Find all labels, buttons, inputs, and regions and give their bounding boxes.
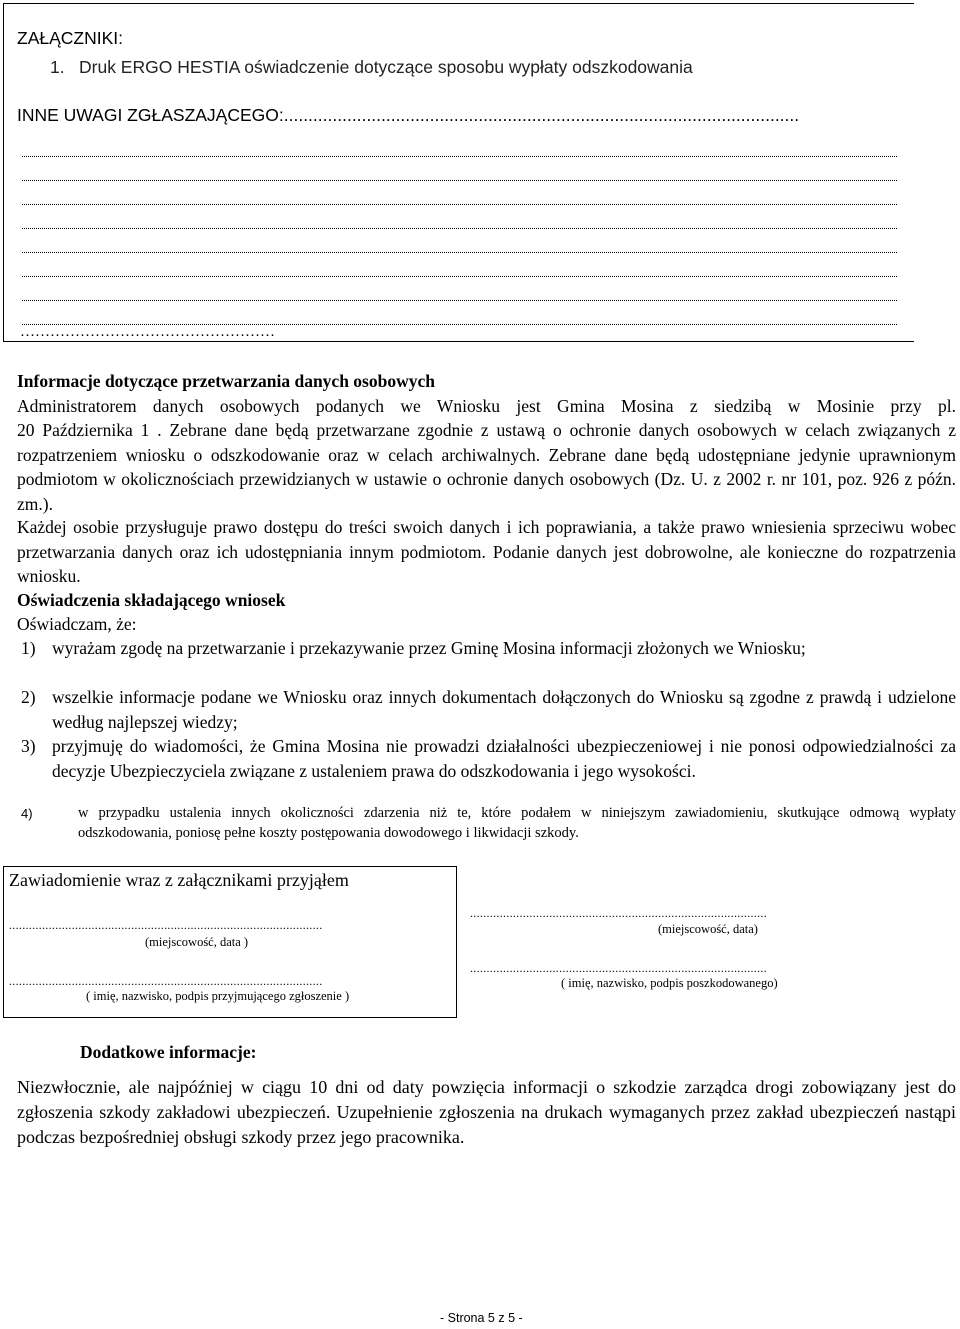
victim-signature-label: ( imię, nazwisko, podpis poszkodowanego) [561, 976, 778, 990]
victim-place-date-label: (miejscowość, data) [658, 922, 758, 936]
declarations-intro: Oświadczam, że: [17, 614, 137, 634]
attachments-heading: ZAŁĄCZNIKI: [17, 28, 123, 48]
declaration-item [17, 734, 956, 783]
receipt-place-date-label: (miejscowość, data ) [145, 935, 249, 949]
declaration-number: 3) [21, 736, 36, 756]
declaration-item [17, 685, 956, 734]
attachment-item-number: 1. [50, 57, 65, 77]
declaration-item [17, 804, 956, 843]
declaration-text: wszelkie informacje podane we Wniosku oraz innych dokumentach dołączonych do Wniosku są zgodne z prawdą i udzielone według najlepszej wiedzy; [52, 687, 956, 732]
victim-signature-dots: .......................................................................................... [470, 961, 767, 975]
attachment-item-text: Druk ERGO HESTIA oświadczenie dotyczące sposobu wypłaty odszkodowania [79, 57, 693, 77]
remarks-last-line: …………………………………………… [20, 324, 275, 340]
remarks-heading: INNE UWAGI ZGŁASZAJĄCEGO:.......................................................................................................... [17, 105, 800, 125]
data-info-line1: Administratorem danych osobowych podanych we Wniosku jest Gmina Mosina z siedzibą w Mosinie przy pl. [17, 396, 956, 416]
data-info-heading: Informacje dotyczące przetwarzania danych osobowych [17, 371, 435, 391]
declaration-text: w przypadku ustalenia innych okoliczności zdarzenia niż te, które podałem w niniejszym zawiadomieniu, skutkujące odmową wypłaty odszkodowania, poniosę pełne koszty postępowania dowodowego i likwidacji szkody. [78, 805, 956, 841]
data-info-para1: 20 Października 1 . Zebrane dane będą przetwarzane zgodnie z ustawą o ochronie danych osobowych w celach związanych z rozpatrzeniem wniosku o odszkodowanie oraz w celach archiwalnych. Zebrane dane będą udostępniane jedynie uprawnionym podmiotom w okolicznościach przewidzianych w ustawie o ochronie danych osobowych (Dz. U. z 2002 r. nr 101, poz. 926 z późn. zm.). [17, 420, 956, 514]
data-info-para2: Każdej osobie przysługuje prawo dostępu do treści swoich danych i ich poprawiania, a także prawo wniesienia sprzeciwu wobec przetwarzania danych oraz ich udostępniania innym podmiotom. Podanie danych jest dobrowolne, ale konieczne do rozpatrzenia wniosku. [17, 517, 956, 586]
receipt-signature-dots: ............................................................................................... [9, 974, 323, 988]
victim-place-date-dots: .......................................................................................... [470, 906, 767, 920]
remarks-line [22, 300, 897, 301]
declaration-text: wyrażam zgodę na przetwarzanie i przekazywanie przez Gminę Mosina informacji złożonych we Wniosku; [52, 638, 806, 658]
declaration-number: 1) [21, 638, 36, 658]
remarks-line [22, 204, 897, 205]
remarks-line [22, 180, 897, 181]
additional-heading: Dodatkowe informacje: [80, 1042, 257, 1062]
page-number: - Strona 5 z 5 - [440, 1311, 523, 1325]
remarks-line [22, 252, 897, 253]
remarks-line [22, 156, 897, 157]
declaration-item [17, 636, 956, 661]
additional-text: Niezwłocznie, ale najpóźniej w ciągu 10 dni od daty powzięcia informacji o szkodzie zarządca drogi zobowiązany jest do zgłoszenia szkody zakładowi ubezpieczeń. Uzupełnienie zgłoszenia na drukach wymaganych przez zakład ubezpieczeń nastąpi podczas bezpośredniej obsługi szkody przez jego pracownika. [17, 1077, 956, 1147]
receipt-place-date-dots: ............................................................................................... [9, 918, 323, 932]
declaration-text: przyjmuję do wiadomości, że Gmina Mosina nie prowadzi działalności ubezpieczeniowej i nie ponosi odpowiedzialności za decyzje Ubezpieczyciela związane z ustaleniem prawa do odszkodowania i jego wysokości. [52, 736, 956, 781]
remarks-line [22, 276, 897, 277]
receipt-signature-label: ( imię, nazwisko, podpis przyjmującego zgłoszenie ) [86, 989, 350, 1003]
declaration-number: 4) [21, 806, 33, 821]
declaration-number: 2) [21, 687, 36, 707]
receipt-title: Zawiadomienie wraz z załącznikami przyjąłem [9, 870, 349, 890]
attachments-remarks-box [3, 3, 914, 342]
remarks-line [22, 228, 897, 229]
declarations-heading: Oświadczenia składającego wniosek [17, 590, 286, 610]
